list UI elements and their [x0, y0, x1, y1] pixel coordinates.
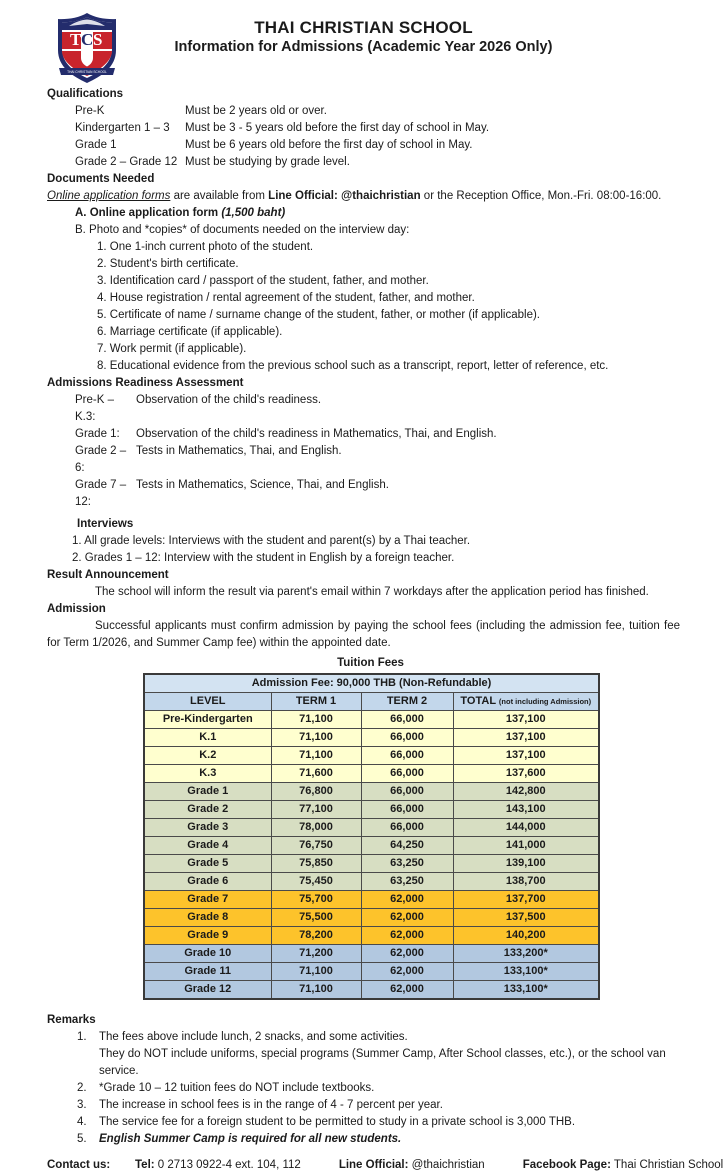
assessment-row: [47, 392, 680, 426]
assessment-detail: Observation of the child's readiness.: [136, 394, 322, 406]
remark-item: [47, 1080, 680, 1097]
line-official-value: @thaichristian: [408, 1159, 485, 1171]
total-cell: 133,100*: [453, 981, 599, 1000]
term2-cell: 66,000: [361, 819, 453, 837]
column-header-level: LEVEL: [144, 693, 271, 711]
total-cell: 133,100*: [453, 963, 599, 981]
assessment-row: [47, 426, 680, 443]
term1-cell: 71,600: [271, 765, 361, 783]
term2-cell: 62,000: [361, 891, 453, 909]
total-cell: 137,500: [453, 909, 599, 927]
table-row: [144, 945, 599, 963]
remark-text: English Summer Camp is required for all new students.: [99, 1133, 402, 1145]
total-cell: 142,800: [453, 783, 599, 801]
contact-bar: [47, 1157, 724, 1174]
section-admission: [47, 601, 680, 652]
facebook-label: Facebook Page:: [522, 1159, 611, 1171]
facebook-value: Thai Christian School: [610, 1159, 724, 1171]
table-row: [144, 783, 599, 801]
list-item: 6. Marriage certificate (if applicable).: [97, 326, 283, 338]
logo-banner-text: THAI CHRISTIAN SCHOOL: [67, 70, 107, 74]
qualification-row: [47, 154, 680, 171]
term2-cell: 62,000: [361, 945, 453, 963]
list-item: 1. One 1-inch current photo of the student.: [97, 241, 314, 253]
table-row: [144, 801, 599, 819]
table-row: [144, 765, 599, 783]
level-label: Grade 1: [75, 139, 117, 151]
list-item: 3. Identification card / passport of the student, father, and mother.: [97, 275, 429, 287]
admission-body: Successful applicants must confirm admission by paying the school fees (including the admission fee, tuition fee for Term 1/2026, and Summer Camp fee) within the appointed date.: [47, 620, 680, 649]
table-row: [144, 963, 599, 981]
list-item: 4. House registration / rental agreement of the student, father, and mother.: [97, 292, 475, 304]
result-title: Result Announcement: [47, 569, 169, 581]
level-cell: Pre-Kindergarten: [144, 711, 271, 729]
line-official-label: Line Official:: [338, 1159, 409, 1171]
table-row: [144, 837, 599, 855]
total-cell: 137,600: [453, 765, 599, 783]
term1-cell: 76,750: [271, 837, 361, 855]
admission-fee-header: Admission Fee: 90,000 THB (Non-Refundable): [144, 674, 599, 693]
level-cell: Grade 12: [144, 981, 271, 1000]
document-item-a: [75, 205, 680, 222]
result-body: The school will inform the result via parent's email within 7 workdays after the application period has finished.: [95, 586, 649, 598]
line-official-text: Line Official: @thaichristian: [268, 190, 421, 202]
assessment-title: Admissions Readiness Assessment: [47, 377, 244, 389]
term2-cell: 66,000: [361, 729, 453, 747]
term1-cell: 71,100: [271, 981, 361, 1000]
term1-cell: 75,450: [271, 873, 361, 891]
table-row: [144, 981, 599, 1000]
tuition-table-caption: Tuition Fees: [337, 657, 404, 669]
level-cell: Grade 2: [144, 801, 271, 819]
level-cell: Grade 5: [144, 855, 271, 873]
remark-number: 2.: [77, 1082, 87, 1094]
section-remarks: [47, 1012, 680, 1148]
school-crest-svg: [55, 12, 119, 84]
contact-label: Contact us:: [47, 1159, 111, 1171]
remarks-title: Remarks: [47, 1014, 96, 1026]
term2-cell: 66,000: [361, 783, 453, 801]
term1-cell: 78,200: [271, 927, 361, 945]
section-documents: [47, 171, 680, 375]
level-label: Kindergarten 1 – 3: [75, 122, 170, 134]
qualifications-title: Qualifications: [47, 88, 124, 100]
list-item: 5. Certificate of name / surname change of the student, father, or mother (if applicable).: [97, 309, 540, 321]
assessment-row: [47, 477, 680, 511]
column-header-term1: TERM 1: [271, 693, 361, 711]
level-cell: Grade 4: [144, 837, 271, 855]
term1-cell: 71,100: [271, 729, 361, 747]
remark-number: 1.: [77, 1031, 87, 1043]
list-item: 2. Student's birth certificate.: [97, 258, 239, 270]
tel-value: 0 2713 0922-4 ext. 104, 112: [154, 1159, 301, 1171]
level-label: Grade 1:: [75, 428, 120, 440]
column-header-term2: TERM 2: [361, 693, 453, 711]
remark-item: [47, 1131, 680, 1148]
logo-letter-c: C: [81, 30, 94, 49]
admission-fee-row: [144, 674, 599, 693]
level-cell: Grade 11: [144, 963, 271, 981]
level-cell: Grade 10: [144, 945, 271, 963]
requirement-text: Must be studying by grade level.: [185, 156, 350, 168]
remark-item: [47, 1114, 680, 1131]
requirement-text: Must be 3 - 5 years old before the first day of school in May.: [185, 122, 490, 134]
page-title: THAI CHRISTIAN SCHOOL: [254, 18, 473, 37]
total-cell: 139,100: [453, 855, 599, 873]
total-header-note: (not including Admission): [498, 697, 592, 706]
contact-line: [339, 1157, 485, 1174]
qualification-row: [47, 120, 680, 137]
column-header-total: [453, 693, 599, 711]
total-cell: 141,000: [453, 837, 599, 855]
table-row: [144, 909, 599, 927]
remark-item: [47, 1029, 680, 1046]
page-subtitle: Information for Admissions (Academic Year 2026 Only): [174, 39, 553, 55]
title-block: [47, 10, 680, 57]
admission-title: Admission: [47, 603, 106, 615]
logo-letter-t: T: [70, 30, 82, 49]
table-row: [144, 747, 599, 765]
total-cell: 143,100: [453, 801, 599, 819]
tel-label: Tel:: [135, 1159, 155, 1171]
interviews-title: Interviews: [77, 518, 134, 530]
logo-letter-s: S: [93, 30, 103, 49]
page-header: [47, 10, 680, 86]
remark-number: 5.: [77, 1133, 87, 1145]
remark-item: [47, 1097, 680, 1114]
remark-number: 4.: [77, 1116, 87, 1128]
remark-text: The fees above include lunch, 2 snacks, and some activities.: [99, 1031, 408, 1043]
remark-continuation: They do NOT include uniforms, special programs (Summer Camp, After School classes, etc.), or the school van service.: [99, 1048, 666, 1077]
level-label: Grade 7 – 12:: [75, 479, 127, 508]
requirement-text: Must be 2 years old or over.: [185, 105, 327, 117]
table-row: [144, 819, 599, 837]
term2-cell: 64,250: [361, 837, 453, 855]
term2-cell: 66,000: [361, 765, 453, 783]
level-cell: K.3: [144, 765, 271, 783]
level-label: Grade 2 – 6:: [75, 445, 127, 474]
term1-cell: 71,100: [271, 711, 361, 729]
interview-item: 2. Grades 1 – 12: Interview with the student in English by a foreign teacher.: [72, 552, 455, 564]
total-cell: 137,100: [453, 711, 599, 729]
contact-facebook: [523, 1157, 724, 1174]
level-cell: Grade 6: [144, 873, 271, 891]
term1-cell: 76,800: [271, 783, 361, 801]
school-crest-icon: [55, 12, 119, 90]
term2-cell: 66,000: [361, 711, 453, 729]
requirement-text: Must be 6 years old before the first day of school in May.: [185, 139, 473, 151]
total-header-text: TOTAL: [460, 695, 499, 707]
level-cell: K.1: [144, 729, 271, 747]
section-result: [47, 567, 680, 601]
term2-cell: 62,000: [361, 981, 453, 1000]
documents-title: Documents Needed: [47, 173, 155, 185]
term1-cell: 78,000: [271, 819, 361, 837]
item-a-label: A. Online application form: [75, 207, 222, 219]
term2-cell: 62,000: [361, 909, 453, 927]
total-cell: 137,100: [453, 747, 599, 765]
intro-rest-text: or the Reception Office, Mon.-Fri. 08:00-16:00.: [420, 190, 662, 202]
table-row: [144, 711, 599, 729]
interview-item: 1. All grade levels: Interviews with the student and parent(s) by a Thai teacher.: [72, 535, 471, 547]
list-item: 7. Work permit (if applicable).: [97, 343, 247, 355]
table-row: [144, 729, 599, 747]
table-row: [144, 855, 599, 873]
tuition-fees-table: [143, 673, 600, 1000]
table-row: [144, 873, 599, 891]
term1-cell: 71,200: [271, 945, 361, 963]
term2-cell: 63,250: [361, 855, 453, 873]
level-cell: Grade 3: [144, 819, 271, 837]
item-a-price: (1,500 baht): [221, 207, 286, 219]
section-assessment: [47, 375, 680, 567]
level-label: Pre-K – K.3:: [75, 394, 114, 423]
section-qualifications: [47, 86, 680, 171]
total-cell: 138,700: [453, 873, 599, 891]
term1-cell: 71,100: [271, 963, 361, 981]
online-application-forms-text: Online application forms: [47, 190, 171, 202]
term1-cell: 77,100: [271, 801, 361, 819]
column-header-row: [144, 693, 599, 711]
table-row: [144, 891, 599, 909]
qualification-row: [47, 103, 680, 120]
remark-text: The increase in school fees is in the range of 4 - 7 percent per year.: [99, 1099, 443, 1111]
level-cell: Grade 7: [144, 891, 271, 909]
total-cell: 133,200*: [453, 945, 599, 963]
assessment-row: [47, 443, 680, 477]
term2-cell: 66,000: [361, 801, 453, 819]
term1-cell: 75,700: [271, 891, 361, 909]
level-label: Grade 2 – Grade 12: [75, 156, 178, 168]
assessment-detail: Tests in Mathematics, Science, Thai, and English.: [136, 479, 389, 491]
qualification-row: [47, 137, 680, 154]
assessment-detail: Tests in Mathematics, Thai, and English.: [136, 445, 342, 457]
table-row: [144, 927, 599, 945]
level-cell: Grade 9: [144, 927, 271, 945]
document-item-b: B. Photo and *copies* of documents needed on the interview day:: [75, 224, 410, 236]
documents-intro: [47, 188, 680, 205]
remark-text: *Grade 10 – 12 tuition fees do NOT include textbooks.: [99, 1082, 375, 1094]
level-cell: Grade 8: [144, 909, 271, 927]
assessment-detail: Observation of the child's readiness in Mathematics, Thai, and English.: [136, 428, 497, 440]
term1-cell: 75,500: [271, 909, 361, 927]
level-cell: Grade 1: [144, 783, 271, 801]
total-cell: 144,000: [453, 819, 599, 837]
remark-text: The service fee for a foreign student to be permitted to study in a private school is 3,000 THB.: [99, 1116, 576, 1128]
total-cell: 140,200: [453, 927, 599, 945]
total-cell: 137,100: [453, 729, 599, 747]
remark-number: 3.: [77, 1099, 87, 1111]
term2-cell: 62,000: [361, 927, 453, 945]
term2-cell: 62,000: [361, 963, 453, 981]
level-label: Pre-K: [75, 105, 105, 117]
level-cell: K.2: [144, 747, 271, 765]
list-item: 8. Educational evidence from the previous school such as a transcript, report, letter of reference, etc.: [97, 360, 609, 372]
contact-tel: [135, 1157, 301, 1174]
term1-cell: 75,850: [271, 855, 361, 873]
intro-mid-text: are available from: [170, 190, 269, 202]
term2-cell: 66,000: [361, 747, 453, 765]
term2-cell: 63,250: [361, 873, 453, 891]
document-list: [47, 239, 680, 375]
term1-cell: 71,100: [271, 747, 361, 765]
total-cell: 137,700: [453, 891, 599, 909]
